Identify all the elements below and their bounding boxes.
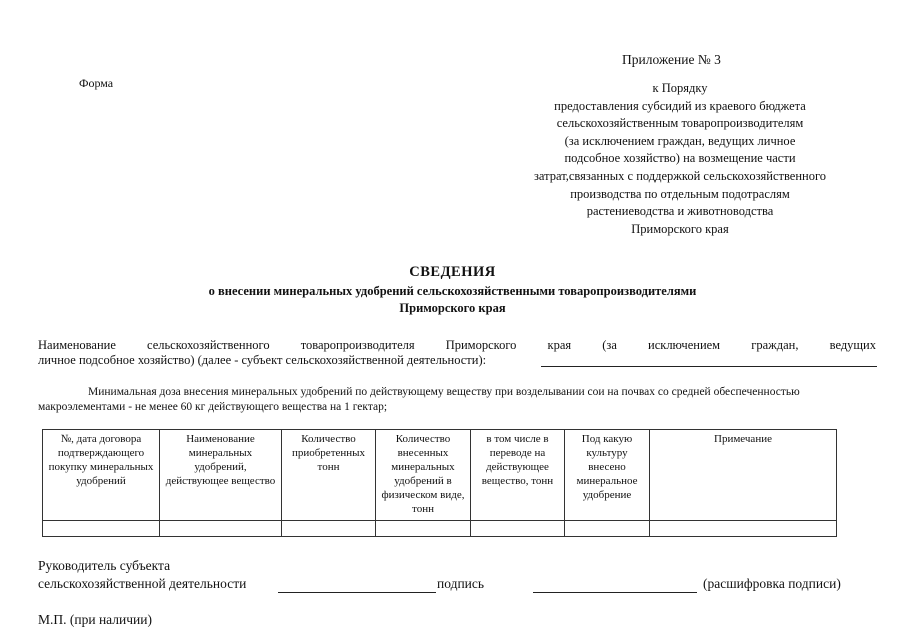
table-row: [43, 521, 837, 537]
col-applied-qty: Количество внесенных минеральных удобрений в физическом виде, тонн: [376, 430, 471, 521]
order-line: растениеводства и животноводства: [586, 204, 774, 219]
order-line: к Порядку: [652, 81, 708, 95]
col-purchased-qty: Количество приобретенных тонн: [282, 430, 376, 521]
order-line: подсобное хозяйство) на возмещение части: [564, 151, 796, 166]
table-cell[interactable]: [282, 521, 376, 537]
order-line: предоставления субсидий из краевого бюджета: [554, 98, 806, 113]
head-label: Руководитель субъекта: [38, 558, 171, 573]
document-subtitle: о внесении минеральных удобрений сельскохозяйственными товаропроизводителями: [208, 284, 697, 298]
producer-name-label-cont: личное подсобное хозяйство) (далее - субъект сельскохозяйственной деятельности):: [38, 353, 487, 367]
fertilizer-table: [42, 429, 837, 537]
table-cell[interactable]: [565, 521, 650, 537]
order-line: сельскохозяйственным товаропроизводителям: [556, 116, 804, 131]
col-crop: Под какую культуру внесено минеральное удобрение: [565, 430, 650, 521]
table-cell[interactable]: [471, 521, 565, 537]
order-line: затрат,связанных с поддержкой сельскохозяйственного: [533, 168, 827, 183]
signature-field[interactable]: [278, 592, 436, 593]
order-line: Приморского края: [631, 221, 729, 236]
form-label: Форма: [79, 76, 114, 90]
producer-name-field[interactable]: [541, 366, 877, 367]
signature-label: подпись: [437, 576, 485, 591]
order-line: производства по отдельным подотраслям: [570, 186, 790, 201]
document-subtitle-region: Приморского края: [399, 301, 506, 315]
head-label-cont: сельскохозяйственной деятельности: [38, 576, 247, 591]
table-cell[interactable]: [160, 521, 282, 537]
producer-name-label: Наименование сельскохозяйственного товаропроизводителя Приморского края (за исключением граждан, ведущих: [38, 338, 876, 352]
min-dose-text: Минимальная доза внесения минеральных удобрений по действующему веществу при возделывании сои на почвах со средней обеспеченностью макроэлементами - не менее 60 кг действующего вещества на 1 гектар;: [38, 386, 800, 413]
order-reference: [480, 80, 880, 238]
table-cell[interactable]: [376, 521, 471, 537]
appendix-number: Приложение № 3: [622, 52, 721, 67]
col-contract: №, дата договора подтверждающего покупку минеральных удобрений: [43, 430, 160, 521]
document-title: СВЕДЕНИЯ: [409, 264, 496, 280]
stamp-label: М.П. (при наличии): [38, 612, 152, 627]
table-header-row: [43, 430, 837, 521]
table-cell[interactable]: [43, 521, 160, 537]
col-fertilizer-name: Наименование минеральных удобрений, действующее вещество: [160, 430, 282, 521]
col-note: Примечание: [650, 430, 837, 521]
col-active-substance: в том числе в переводе на действующее вещество, тонн: [471, 430, 565, 521]
table-cell[interactable]: [650, 521, 837, 537]
order-line: (за исключением граждан, ведущих личное: [564, 133, 796, 148]
signature-decoding-field[interactable]: [533, 592, 697, 593]
decoding-label: (расшифровка подписи): [703, 576, 841, 591]
